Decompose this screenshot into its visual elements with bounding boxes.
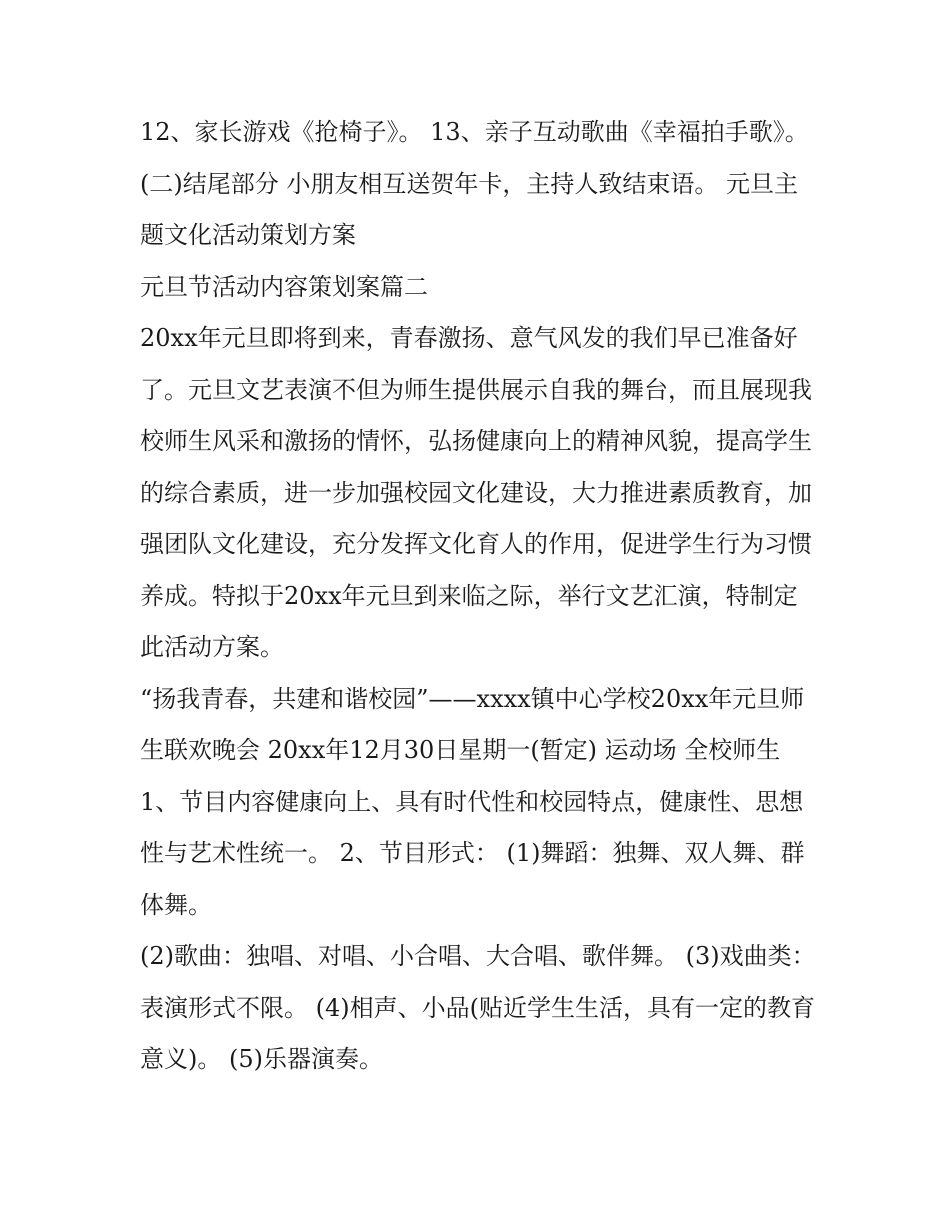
paragraph-program-ending: 12、家长游戏《抢椅子》。 13、亲子互动歌曲《幸福拍手歌》。 (二)结尾部分 小朋友相互送贺年卡，主持人致结束语。 元旦主题文化活动策划方案	[140, 118, 817, 249]
paragraph-event-info: “扬我青春，共建和谐校园”——xxxx镇中心学校20xx年元旦师生联欢晚会 20xx年12月30日星期一(暂定) 运动场 全校师生	[140, 684, 805, 764]
paragraph-program-requirements: 1、节目内容健康向上、具有时代性和校园特点，健康性、思想性与艺术性统一。 2、节目形式： (1)舞蹈：独舞、双人舞、群体舞。	[140, 787, 805, 919]
paragraph-program-types: (2)歌曲：独唱、对唱、小合唱、大合唱、歌伴舞。 (3)戏曲类：表演形式不限。 (4)相声、小品(贴近学生生活，具有一定的教育意义)。 (5)乐器演奏。	[140, 942, 816, 1073]
paragraph-introduction: 20xx年元旦即将到来，青春激扬、意气风发的我们早已准备好了。元旦文艺表演不但为师生提供展示自我的舞台，而且展现我校师生风采和激扬的情怀，弘扬健康向上的精神风貌，提高学生的综合素质，进一步加强校园文化建设，大力推进素质教育，加强团队文化建设，充分发挥文化育人的作用，促进学生行为习惯养成。特拟于20xx年元旦到来临之际，举行文艺汇演，特制定此活动方案。	[140, 324, 812, 661]
document-body	[140, 107, 820, 1086]
section-heading: 元旦节活动内容策划案篇二	[140, 272, 428, 301]
